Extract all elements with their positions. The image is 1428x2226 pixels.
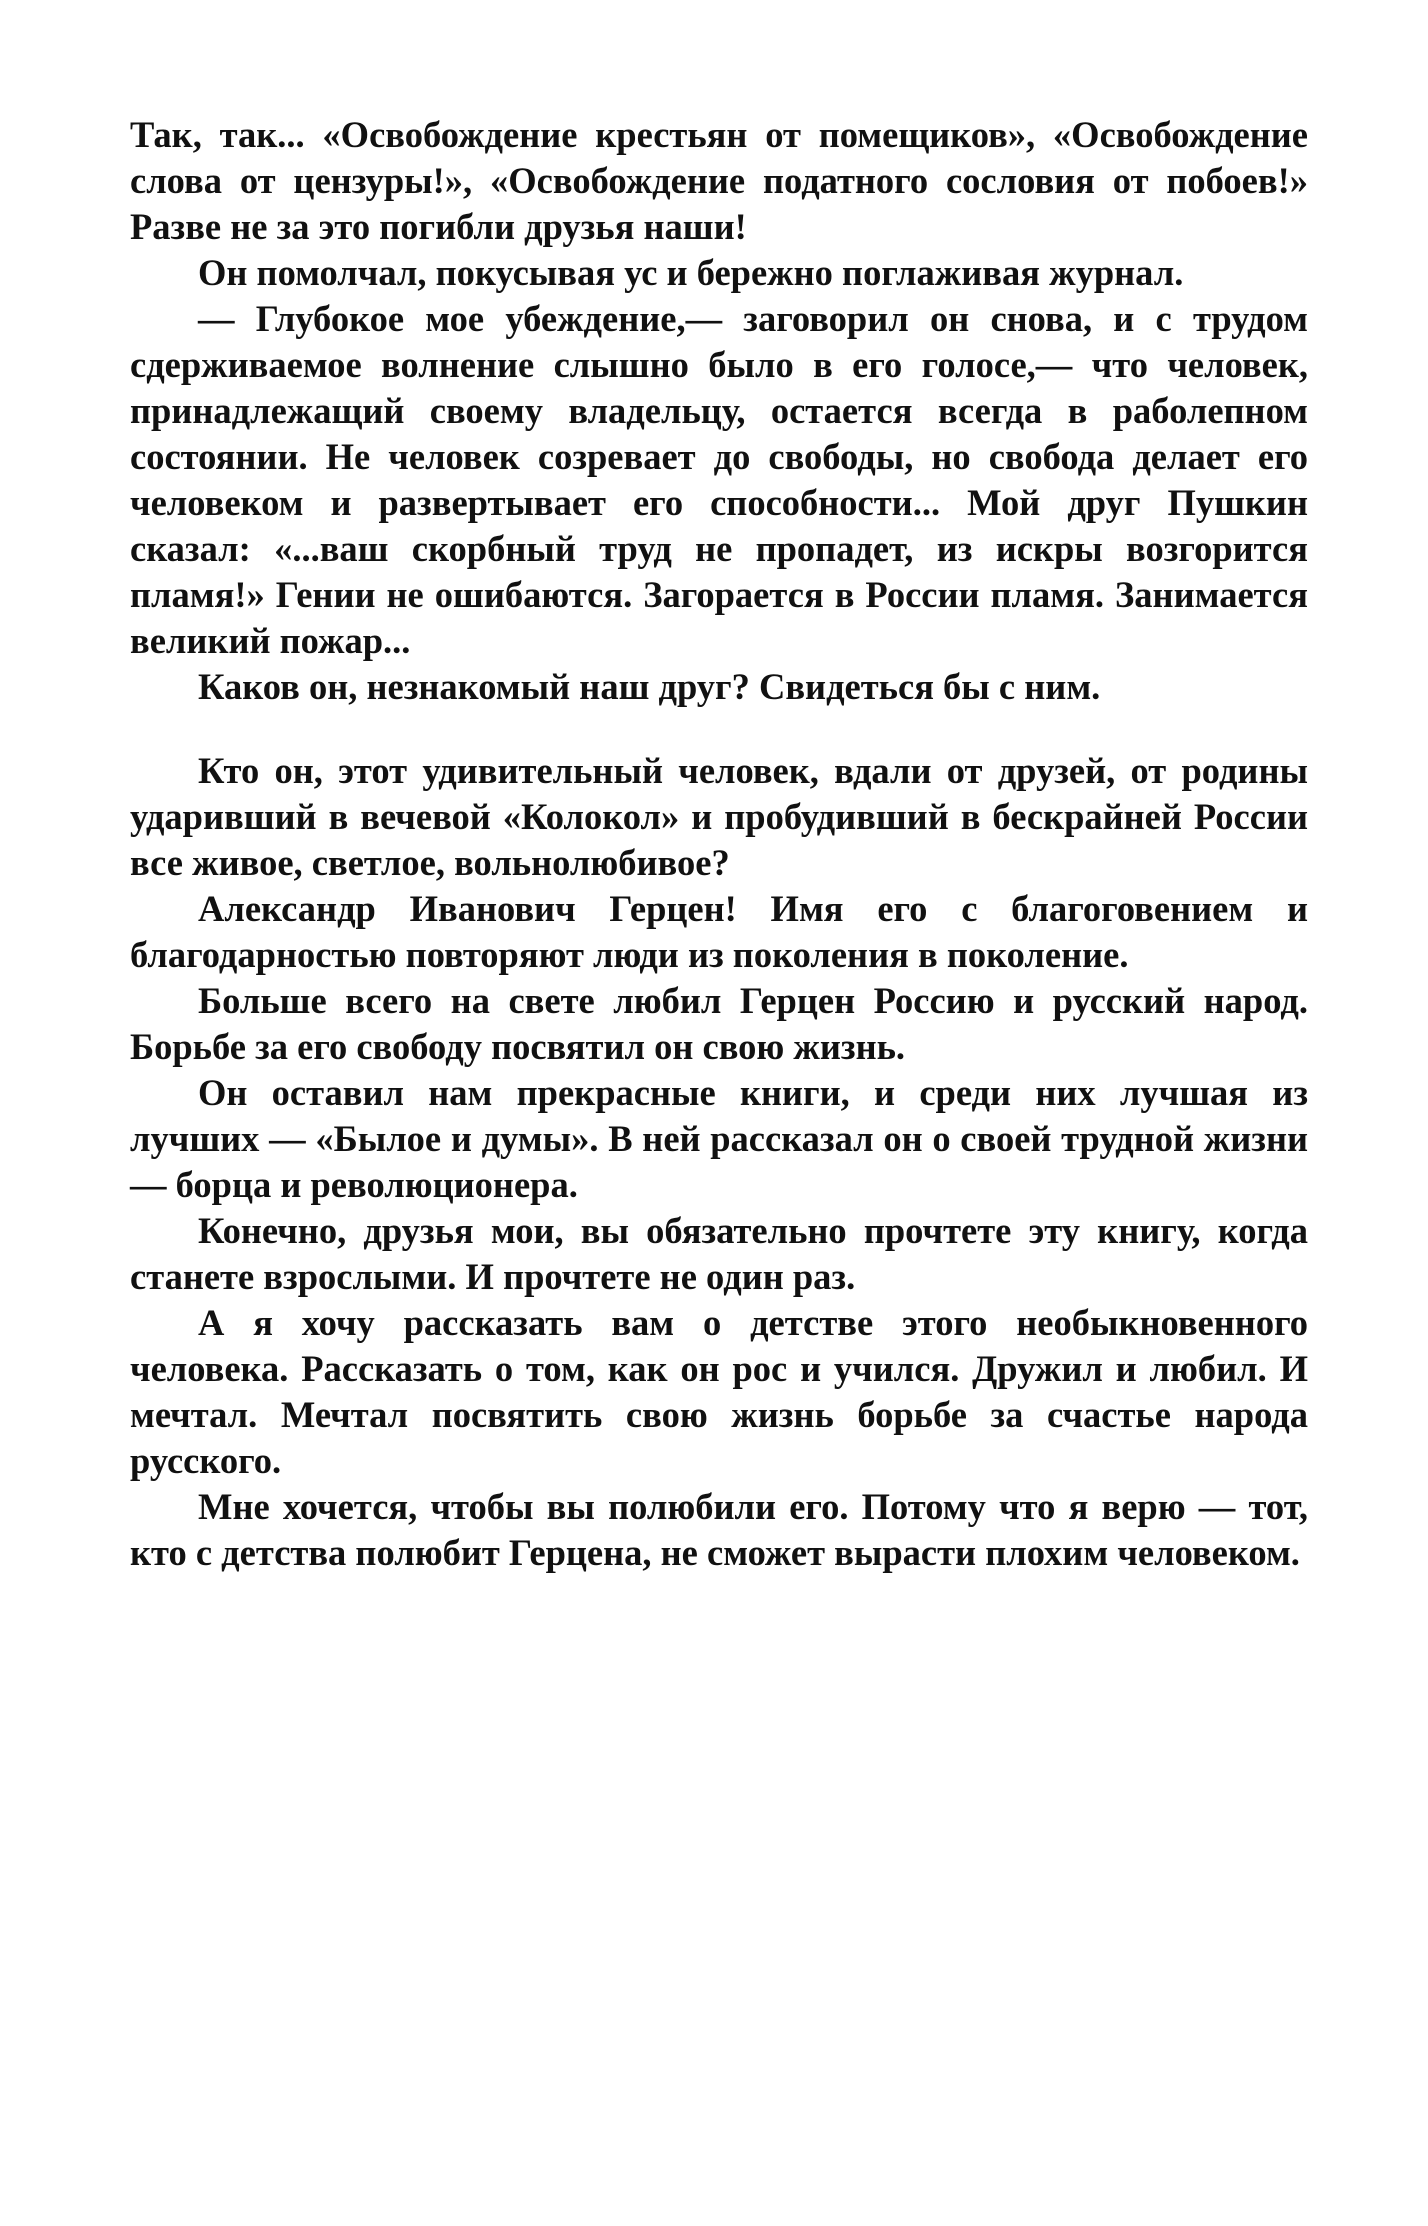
paragraph: Александр Иванович Герцен! Имя его с благоговением и благодарностью повторяют люди из поколения в поколение. xyxy=(130,888,1308,975)
paragraph-continued: Так, так... «Освобождение крестьян от помещиков», «Освобождение слова от цензуры!», «Освобождение податного сословия от побоев!» Разве не за это погибли друзья наши! xyxy=(130,114,1308,247)
paragraph: Больше всего на свете любил Герцен Россию и русский народ. Борьбе за его свободу посвятил он свою жизнь. xyxy=(130,980,1308,1067)
paragraph: Он помолчал, покусывая ус и бережно поглаживая журнал. xyxy=(198,252,1184,293)
paragraph: Мне хочется, чтобы вы полюбили его. Потому что я верю — тот, кто с детства полюбит Герцена, не сможет вырасти плохим человеком. xyxy=(130,1486,1308,1573)
paragraph: Каков он, незнакомый наш друг? Свидеться бы с ним. xyxy=(198,666,1101,707)
paragraph: Кто он, этот удивительный человек, вдали от друзей, от родины ударивший в вечевой «Колокол» и пробудивший в бескрайней России все живое, светлое, вольнолюбивое? xyxy=(130,750,1308,883)
page-text xyxy=(130,112,1308,1576)
paragraph: Он оставил нам прекрасные книги, и среди них лучшая из лучших — «Былое и думы». В ней рассказал он о своей трудной жизни — борца и революционера. xyxy=(130,1072,1308,1205)
paragraph: Конечно, друзья мои, вы обязательно прочтете эту книгу, когда станете взрослыми. И прочтете не один раз. xyxy=(130,1210,1308,1297)
section-break xyxy=(130,710,1308,748)
paragraph: А я хочу рассказать вам о детстве этого необыкновенного человека. Рассказать о том, как он рос и учился. Дружил и любил. И мечтал. Мечтал посвятить свою жизнь борьбе за счастье народа русского. xyxy=(130,1302,1308,1481)
paragraph-dialogue: — Глубокое мое убеждение,— заговорил он снова, и с трудом сдерживаемое волнение слышно было в его голосе,— что человек, принадлежащий своему владельцу, остается всегда в раболепном состоянии. Не человек созревает до свободы, но свобода делает его человеком и развертывает его способности... Мой друг Пушкин сказал: «...ваш скорбный труд не пропадет, из искры возгорится пламя!» Гении не ошибаются. Загорается в России пламя. Занимается великий пожар... xyxy=(130,298,1308,661)
